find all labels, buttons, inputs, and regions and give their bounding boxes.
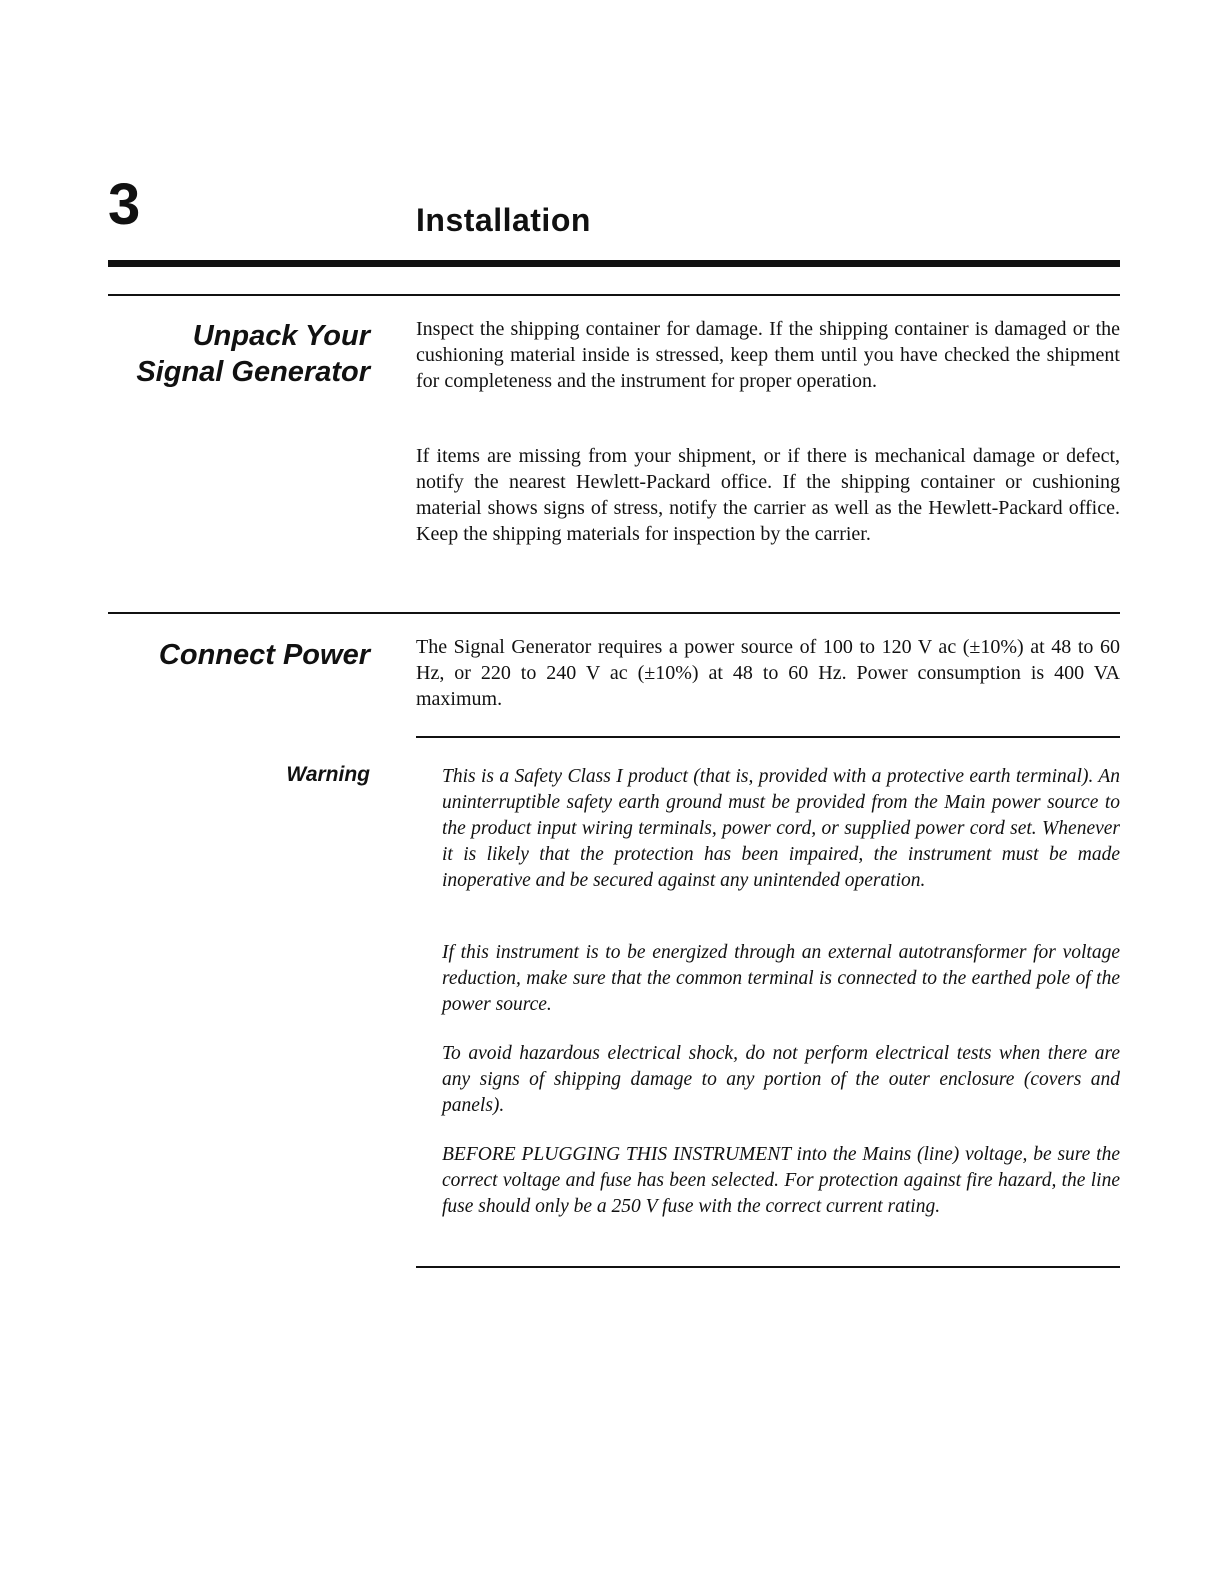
unpack-paragraph-inspect: Inspect the shipping container for damage. If the shipping container is damaged or the cushioning material inside is stressed, keep them until you have checked the shipment for completeness and the instrument for proper operation. (416, 318, 1120, 392)
chapter-title: Installation (416, 202, 591, 238)
unpack-paragraph-missing-items: If items are missing from your shipment, or if there is mechanical damage or defect, notify the nearest Hewlett-Packard office. If the shipping container or cushioning material shows signs of stress, notify the carrier as well as the Hewlett-Packard office. Keep the shipping materials for inspection by the carrier. (416, 445, 1120, 545)
chapter-title-rule (108, 260, 1120, 267)
section-heading-unpack (60, 318, 370, 390)
warning-paragraph-shock: To avoid hazardous electrical shock, do not perform electrical tests when there are any signs of shipping damage to any portion of the outer enclosure (covers and panels). (442, 1043, 1120, 1116)
section-divider-power (108, 612, 1120, 614)
section-heading-line: Signal Generator (136, 356, 370, 388)
section-heading-line: Connect Power (158, 639, 370, 671)
warning-paragraph-before-plugging: BEFORE PLUGGING THIS INSTRUMENT into the Mains (line) voltage, be sure the correct voltage and fuse has been selected. For protection against fire hazard, the line fuse should only be a 250 V fuse with the correct current rating. (442, 1144, 1120, 1217)
power-requirements-paragraph: The Signal Generator requires a power source of 100 to 120 V ac (±10%) at 48 to 60 Hz, or 220 to 240 V ac (±10%) at 48 to 60 Hz. Power consumption is 400 VA maximum. (416, 636, 1120, 710)
warning-paragraph-autotransformer: If this instrument is to be energized through an external autotransformer for voltage reduction, make sure that the common terminal is connected to the earthed pole of the power source. (442, 942, 1120, 1015)
warning-top-rule (416, 736, 1120, 738)
chapter-number: 3 (108, 172, 141, 237)
section-heading-power (60, 637, 370, 673)
warning-label: Warning (286, 763, 370, 786)
warning-bottom-rule (416, 1266, 1120, 1268)
section-divider-unpack (108, 294, 1120, 296)
section-heading-line: Unpack Your (192, 320, 370, 352)
warning-paragraph-safety-class: This is a Safety Class I product (that is, provided with a protective earth terminal). An uninterruptible safety earth ground must be provided from the Main power source to the product input wiring terminals, power cord, or supplied power cord set. Whenever it is likely that the protection has been impaired, the instrument must be made inoperative and be secured against any unintended operation. (442, 766, 1120, 891)
